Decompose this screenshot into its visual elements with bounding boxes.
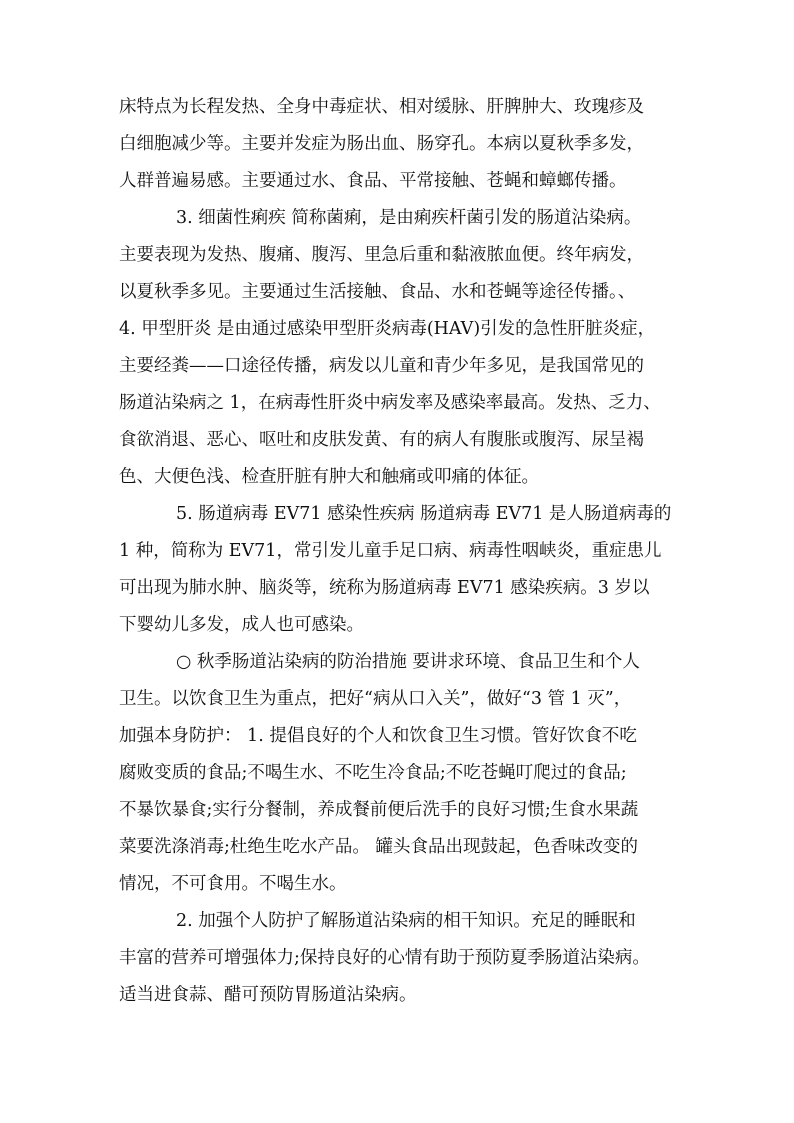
paragraph-start-line: 3. 细菌性痢疾 简称菌痢，是由痢疾杆菌引发的肠道沾染病。 <box>176 208 642 228</box>
paragraph-start-line: 2. 加强个人防护了解肠道沾染病的相干知识。充足的睡眠和 <box>176 911 636 931</box>
text-line: 卫生。以饮食卫生为重点，把好“病从口入关”，做好“3 管 1 灭”， <box>119 689 632 709</box>
text-line: 主要经粪——口途径传播，病发以儿童和青少年多见，是我国常见的 <box>119 356 644 376</box>
text-line: 菜要洗涤消毒;杜绝生吃水产品。 罐头食品出现鼓起，色香味改变的 <box>119 837 638 857</box>
text-line: 腐败变质的食品;不喝生水、不吃生冷食品;不吃苍蝇叮爬过的食品; <box>119 763 627 783</box>
text-line: 加强本身防护： 1. 提倡良好的个人和饮食卫生习惯。管好饮食不吃 <box>119 726 637 746</box>
text-line: 床特点为长程发热、全身中毒症状、相对缓脉、肝脾肿大、玫瑰疹及 <box>119 97 644 117</box>
text-line: 不暴饮暴食;实行分餐制，养成餐前便后洗手的良好习惯;生食水果蔬 <box>119 800 639 820</box>
paragraph-start-line: ○ 秋季肠道沾染病的防治措施 要讲求环境、食品卫生和个人 <box>176 652 640 672</box>
text-line: 主要表现为发热、腹痛、腹泻、里急后重和黏液脓血便。终年病发， <box>119 245 644 265</box>
paragraph-start-line: 5. 肠道病毒 EV71 感染性疾病 肠道病毒 EV71 是人肠道病毒的 <box>176 504 672 524</box>
text-line: 下婴幼儿多发，成人也可感染。 <box>119 615 364 635</box>
paragraph-start-line: 4. 甲型肝炎 是由通过感染甲型肝炎病毒(HAV)引发的急性肝脏炎症， <box>119 319 656 339</box>
text-line: 白细胞减少等。主要并发症为肠出血、肠穿孔。本病以夏秋季多发， <box>119 134 644 154</box>
text-line: 丰富的营养可增强体力;保持良好的心情有助于预防夏季肠道沾染病。 <box>119 948 650 968</box>
text-line: 以夏秋季多见。主要通过生活接触、食品、水和苍蝇等途径传播。、 <box>119 282 636 302</box>
text-line: 1 种，简称为 EV71，常引发儿童手足口病、病毒性咽峡炎，重症患儿 <box>119 541 662 561</box>
text-line: 情况，不可食用。不喝生水。 <box>119 874 347 894</box>
text-line: 人群普遍易感。主要通过水、食品、平常接触、苍蝇和蟑螂传播。 <box>119 171 627 191</box>
text-line: 食欲消退、恶心、呕吐和皮肤发黄、有的病人有腹胀或腹泻、尿呈褐 <box>119 430 644 450</box>
text-line: 适当进食蒜、醋可预防胃肠道沾染病。 <box>119 985 417 1005</box>
text-line: 肠道沾染病之 1，在病毒性肝炎中病发率及感染率最高。发热、乏力、 <box>119 393 661 413</box>
text-line: 色、大便色浅、检查肝脏有肿大和触痛或叩痛的体征。 <box>119 467 539 487</box>
text-line: 可出现为肺水肿、脑炎等，统称为肠道病毒 EV71 感染疾病。3 岁以 <box>119 578 650 598</box>
